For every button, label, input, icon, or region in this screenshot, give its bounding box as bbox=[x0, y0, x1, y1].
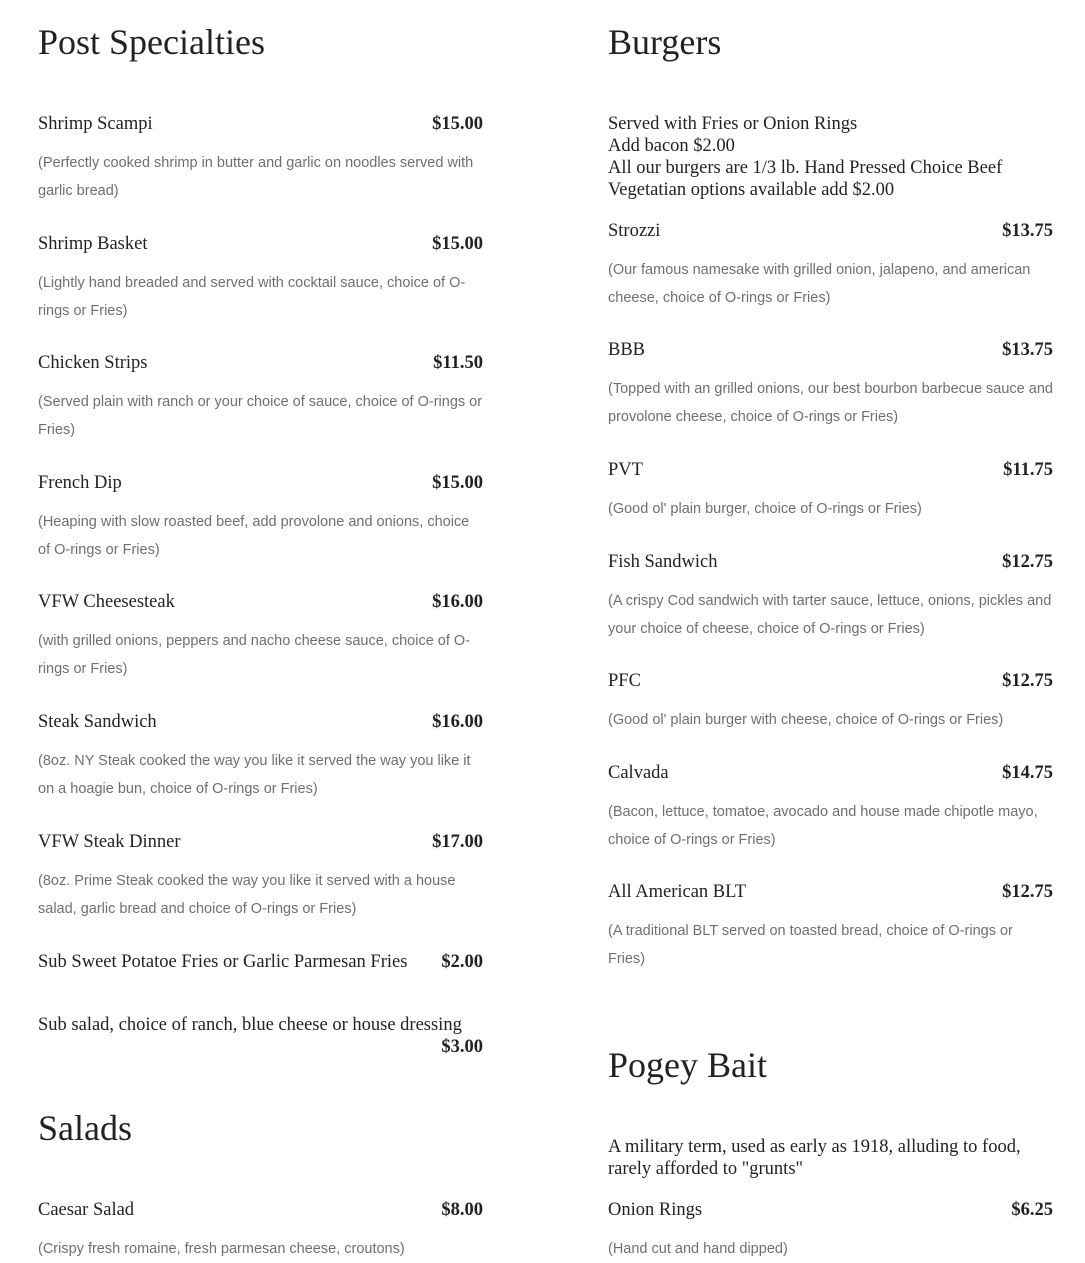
item-name: Sub salad, choice of ranch, blue cheese or house dressing bbox=[38, 1015, 462, 1035]
item-description: (Our famous namesake with grilled onion, jalapeno, and american cheese, choice of O-rings or Fries) bbox=[608, 262, 1031, 306]
menu-item-vfw-cheesesteak bbox=[38, 590, 483, 683]
item-name: Shrimp Scampi bbox=[38, 114, 153, 134]
burgers-note: All our burgers are 1/3 lb. Hand Pressed Choice Beef bbox=[608, 158, 1003, 178]
item-price: $17.00 bbox=[432, 832, 483, 852]
item-price: $15.00 bbox=[432, 114, 483, 134]
menu-item-french-dip bbox=[38, 471, 483, 564]
menu-item-vfw-steak-dinner bbox=[38, 830, 483, 923]
item-name: French Dip bbox=[38, 473, 122, 493]
burgers-notes bbox=[608, 113, 1053, 201]
pogey-bait-note: A military term, used as early as 1918, alluding to food, bbox=[608, 1137, 1021, 1157]
menu-item-shrimp-basket bbox=[38, 232, 483, 325]
item-name: Strozzi bbox=[608, 221, 661, 241]
burgers-note: Add bacon $2.00 bbox=[608, 136, 735, 156]
item-name: Caesar Salad bbox=[38, 1200, 135, 1220]
item-price: $16.00 bbox=[432, 592, 483, 612]
menu-item-all-american-blt bbox=[608, 880, 1053, 973]
item-price: $15.00 bbox=[432, 234, 483, 254]
item-price: $8.00 bbox=[441, 1200, 483, 1220]
item-price: $13.75 bbox=[1002, 221, 1053, 241]
menu-item-shrimp-scampi bbox=[38, 112, 483, 205]
item-name: Fish Sandwich bbox=[608, 552, 718, 572]
post-specialties-title: Post Specialties bbox=[38, 22, 265, 62]
burgers-title: Burgers bbox=[608, 22, 722, 62]
item-description: (Served plain with ranch or your choice of sauce, choice of O-rings or Fries) bbox=[38, 394, 483, 438]
menu-item-fish-sandwich bbox=[608, 550, 1053, 643]
item-price: $2.00 bbox=[441, 952, 483, 972]
item-description: (Topped with an grilled onions, our best bourbon barbecue sauce and provolone cheese, choice of O-rings or Fries) bbox=[608, 381, 1053, 425]
item-name: PVT bbox=[608, 460, 643, 480]
item-description: (Heaping with slow roasted beef, add provolone and onions, choice of O-rings or Fries) bbox=[38, 514, 470, 558]
pogey-bait-title: Pogey Bait bbox=[608, 1045, 767, 1085]
item-price: $6.25 bbox=[1011, 1200, 1053, 1220]
item-name: Onion Rings bbox=[608, 1200, 703, 1220]
item-name: Sub Sweet Potatoe Fries or Garlic Parmesan Fries bbox=[38, 952, 408, 972]
item-price: $15.00 bbox=[432, 473, 483, 493]
item-price: $13.75 bbox=[1002, 340, 1053, 360]
item-description: (Crispy fresh romaine, fresh parmesan cheese, croutons) bbox=[38, 1241, 405, 1257]
menu-item-pfc bbox=[608, 669, 1053, 734]
item-name: Steak Sandwich bbox=[38, 712, 157, 732]
item-name: Shrimp Basket bbox=[38, 234, 148, 254]
item-price: $14.75 bbox=[1002, 763, 1053, 783]
menu-item-sub-sweet-potatoe-fries bbox=[38, 950, 483, 974]
menu-item-calvada bbox=[608, 761, 1053, 854]
item-price: $12.75 bbox=[1002, 671, 1053, 691]
item-price: $11.50 bbox=[433, 353, 483, 373]
pogey-bait-notes bbox=[608, 1136, 1053, 1180]
item-description: (Bacon, lettuce, tomatoe, avocado and house made chipotle mayo, choice of O-rings or Fries) bbox=[608, 804, 1038, 848]
item-description: (Lightly hand breaded and served with cocktail sauce, choice of O-rings or Fries) bbox=[38, 275, 466, 319]
item-name: BBB bbox=[608, 340, 646, 360]
menu-item-caesar-salad bbox=[38, 1198, 483, 1263]
pogey-bait-note: rarely afforded to "grunts" bbox=[608, 1159, 804, 1179]
item-name: VFW Cheesesteak bbox=[38, 592, 175, 612]
item-description: (Perfectly cooked shrimp in butter and garlic on noodles served with garlic bread) bbox=[38, 155, 474, 199]
item-description: (with grilled onions, peppers and nacho cheese sauce, choice of O-rings or Fries) bbox=[38, 633, 471, 677]
menu-item-sub-salad bbox=[38, 1014, 483, 1058]
burgers-note: Vegetatian options available add $2.00 bbox=[608, 180, 895, 200]
item-description: (8oz. NY Steak cooked the way you like it served the way you like it on a hoagie bun, choice of O-rings or Fries) bbox=[38, 753, 471, 797]
menu-item-chicken-strips bbox=[38, 351, 483, 444]
item-name: Chicken Strips bbox=[38, 353, 148, 373]
item-price: $16.00 bbox=[432, 712, 483, 732]
item-name: Calvada bbox=[608, 763, 669, 783]
item-description: (Good ol' plain burger with cheese, choice of O-rings or Fries) bbox=[608, 712, 1004, 728]
menu-item-steak-sandwich bbox=[38, 710, 483, 803]
burgers-note: Served with Fries or Onion Rings bbox=[608, 114, 858, 134]
item-description: (8oz. Prime Steak cooked the way you like it served with a house salad, garlic bread and choice of O-rings or Fries) bbox=[38, 873, 456, 917]
item-name: All American BLT bbox=[608, 882, 747, 902]
menu-item-strozzi bbox=[608, 219, 1053, 312]
menu-item-onion-rings bbox=[608, 1198, 1053, 1263]
item-price: $12.75 bbox=[1002, 552, 1053, 572]
item-description: (A crispy Cod sandwich with tarter sauce, lettuce, onions, pickles and your choice of cheese, choice of O-rings or Fries) bbox=[608, 593, 1052, 637]
salads-title: Salads bbox=[38, 1108, 132, 1148]
item-description: (Good ol' plain burger, choice of O-rings or Fries) bbox=[608, 501, 922, 517]
item-name: VFW Steak Dinner bbox=[38, 832, 181, 852]
menu-item-bbb bbox=[608, 338, 1053, 431]
menu-item-pvt bbox=[608, 458, 1053, 523]
item-price: $3.00 bbox=[441, 1037, 483, 1057]
item-price: $11.75 bbox=[1003, 460, 1053, 480]
item-description: (Hand cut and hand dipped) bbox=[608, 1241, 788, 1257]
item-name: PFC bbox=[608, 671, 641, 691]
item-price: $12.75 bbox=[1002, 882, 1053, 902]
item-description: (A traditional BLT served on toasted bread, choice of O-rings or Fries) bbox=[608, 923, 1013, 967]
